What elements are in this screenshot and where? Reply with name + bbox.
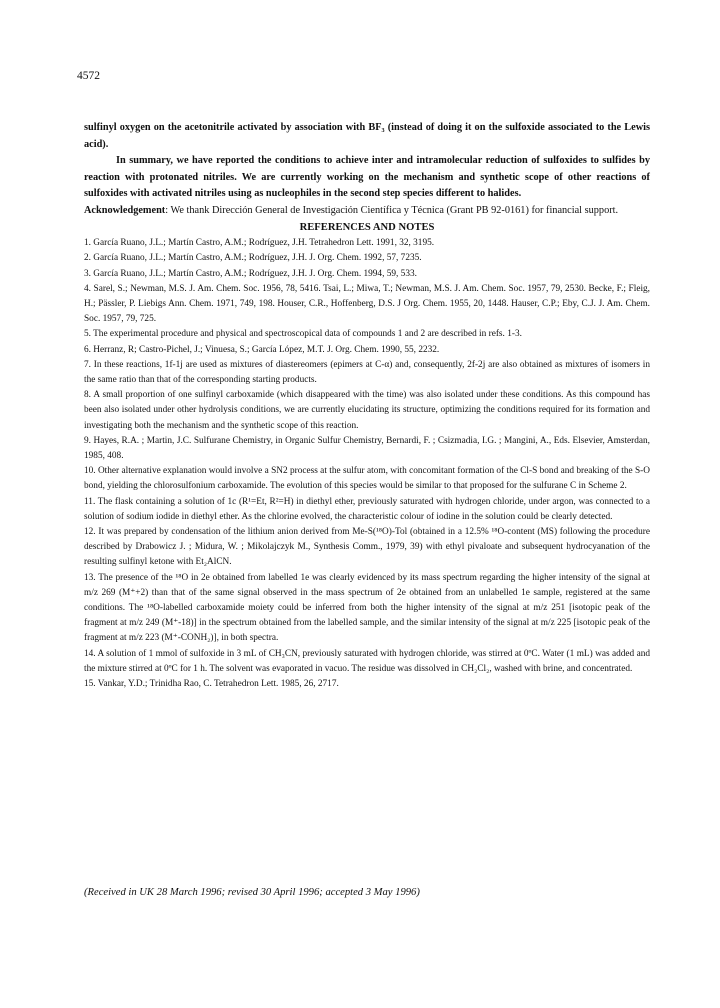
reference-10: 10. Other alternative explanation would involve a SN2 process at the sulfur atom, with concomitant formation of the Cl-S bond and breaking of the S-O bond, yielding the chlorosulfonium carboxamide. The evolution of this species would be similar to that proposed for the sulfurane C in Scheme 2. bbox=[84, 466, 650, 492]
reference-13: 13. The presence of the ¹⁸O in 2e obtained from labelled 1e was clearly evidenced by its mass spectrum regarding the higher intensity of the signal at m/z 269 (M⁺+2) than that of the same signal observed in the mass spectrum of 2e obtained from an unlabelled 1e sample, registered at the same conditions. The ¹⁸O-labelled carboxamide moiety could be inferred from both the higher intensity of the signal at m/z 251 [isotopic peak of the fragment at m/z 249 (M⁺-18)] in the spectrum obtained from the labelled sample, and the similar intensity of the signal at m/z 225 [isotopic peak of the fragment at m/z 223 (M⁺-CONH₂)], in both spectra. bbox=[84, 572, 650, 644]
reference-9: 9. Hayes, R.A. ; Martin, J.C. Sulfurane Chemistry, in Organic Sulfur Chemistry, Bernardi, F. ; Csizmadia, I.G. ; Mangini, A., Eds. Elsevier, Amsterdan, 1985, 408. bbox=[84, 435, 650, 461]
reference-3: 3. García Ruano, J.L.; Martín Castro, A.M.; Rodríguez, J.H. J. Org. Chem. 1994, 59, 533. bbox=[84, 268, 417, 279]
acknowledgement-label: Acknowledgement bbox=[84, 204, 166, 216]
reference-7: 7. In these reactions, 1f-1j are used as mixtures of diastereomers (epimers at C-α) and, consequently, 2f-2j are also obtained as mixtures of isomers in the same ratio than that of the corresponding starting products. bbox=[84, 359, 650, 385]
reference-4: 4. Sarel, S.; Newman, M.S. J. Am. Chem. Soc. 1956, 78, 5416. Tsai, L.; Miwa, T.; Newman, M.S. J. Am. Chem. Soc. 1957, 79, 2530. Becke, F.; Fleig, H.; Pässler, P. Liebigs Ann. Chem. 1971, 749, 198. Houser, C.R., Hoffenberg, D.S. J Org. Chem. 1955, 20, 1448. Hauser, C.P.; Eby, C.J. J. Am. Chem. Soc. 1957, 79, 725. bbox=[84, 283, 650, 325]
main-text bbox=[84, 120, 650, 692]
reference-8: 8. A small proportion of one sulfinyl carboxamide (which disappeared with the time) was also isolated under these conditions. As this compound has been also isolated under other hydrolysis conditions, we are currently elucidating its structure, optimizing the conditions required for its formation and investigating both the mechanism and the synthetic scope of this reaction. bbox=[84, 390, 650, 431]
references-heading: REFERENCES AND NOTES bbox=[299, 221, 435, 233]
reference-12: 12. It was prepared by condensation of the lithium anion derived from Me-S(¹⁸O)-Tol (obtained in a 12.5% ¹⁸O-content (MS) following the procedure described by Drabowicz J. ; Midura, W. ; Mikolajczyk M., Synthesis Comm., 1979, 39) with ethyl pivaloate and subsequent hydrocyanation of the resulting sulfinyl ketone with Et₂AlCN. bbox=[84, 527, 650, 568]
received-dates: (Received in UK 28 March 1996; revised 30 April 1996; accepted 3 May 1996) bbox=[84, 887, 420, 898]
page-number: 4572 bbox=[77, 70, 100, 82]
acknowledgement bbox=[84, 203, 650, 220]
reference-2: 2. García Ruano, J.L.; Martín Castro, A.M.; Rodríguez, J.H. J. Org. Chem. 1992, 57, 7235. bbox=[84, 253, 422, 264]
summary-paragraph: In summary, we have reported the conditions to achieve inter and intramolecular reduction of sulfoxides to sulfides by reaction with protonated nitriles. We are currently working on the mechanism and synthetic scope of other reactions of sulfoxides with activated nitriles using as nucleophiles in the second step species different to halides. bbox=[84, 155, 650, 200]
reference-14: 14. A solution of 1 mmol of sulfoxide in 3 mL of CH₃CN, previously saturated with hydrogen chloride, was stirred at 0ºC. Water (1 mL) was added and the mixture stirred at 0ºC for 1 h. The solvent was evaporated in vacuo. The residue was dissolved in CH₂Cl₂, washed with brine, and concentrated. bbox=[84, 648, 650, 674]
reference-15: 15. Vankar, Y.D.; Trinidha Rao, C. Tetrahedron Lett. 1985, 26, 2717. bbox=[84, 679, 339, 690]
references-list bbox=[84, 236, 650, 692]
reference-1: 1. García Ruano, J.L.; Martín Castro, A.M.; Rodríguez, J.H. Tetrahedron Lett. 1991, 32, 3195. bbox=[84, 238, 435, 249]
reference-5: 5. The experimental procedure and physical and spectroscopical data of compounds 1 and 2 are described in refs. 1-3. bbox=[84, 329, 522, 340]
reference-6: 6. Herranz, R; Castro-Pichel, J.; Vinuesa, S.; García López, M.T. J. Org. Chem. 1990, 55, 2232. bbox=[84, 344, 440, 355]
acknowledgement-text: : We thank Dirección General de Investigación Científica y Técnica (Grant PB 92-0161) for financial support. bbox=[165, 204, 619, 216]
reference-11: 11. The flask containing a solution of 1c (R¹=Et, R²=H) in diethyl ether, previously saturated with hydrogen chloride, under argon, was connected to a solution of sodium iodide in diethyl ether. As the chlorine evolved, the characteristic colour of iodine in the solution could be clearly detected. bbox=[84, 496, 650, 522]
paragraph-continuation: sulfinyl oxygen on the acetonitrile activated by association with BF₃ (instead of doing it on the sulfoxide associated to the Lewis acid). bbox=[84, 122, 650, 150]
